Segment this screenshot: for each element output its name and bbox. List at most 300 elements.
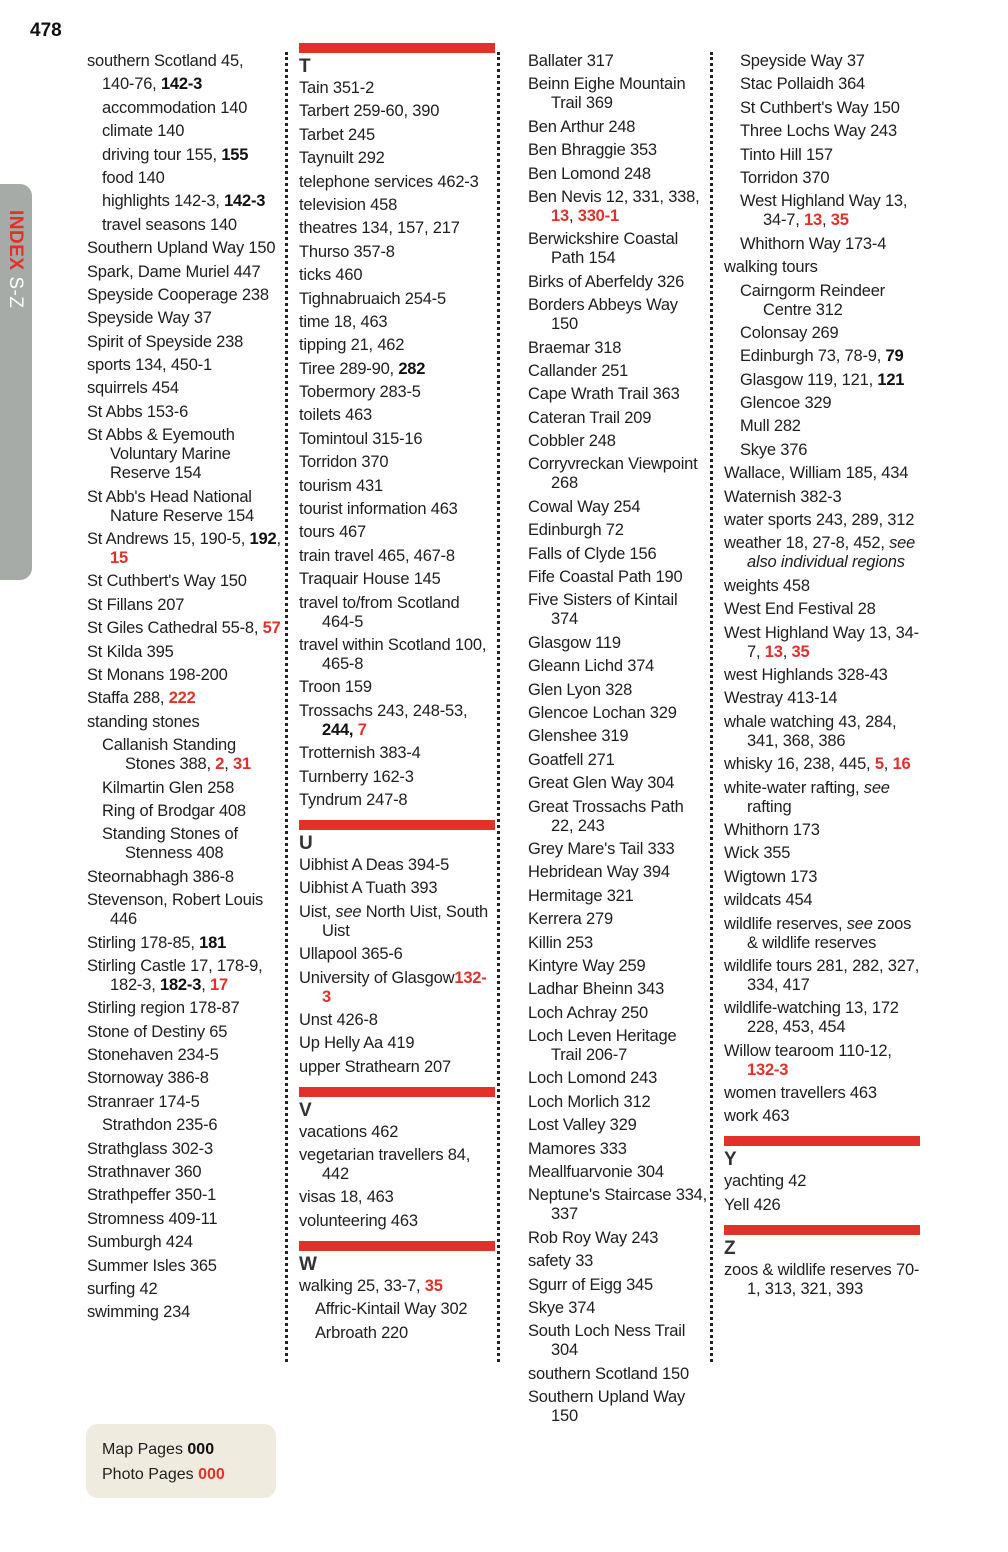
entry-text: Loch Leven Heritage Trail 206-7: [528, 1027, 677, 1065]
entry-text: Kintyre Way 259: [528, 956, 646, 975]
index-entry: [299, 219, 495, 238]
photo-page-ref: 35: [791, 642, 810, 661]
index-entry: [299, 313, 495, 332]
index-entry: [299, 477, 495, 496]
index-entry: [299, 1212, 495, 1231]
index-entry: [528, 118, 708, 137]
map-page-ref: 155: [221, 145, 249, 164]
index-entry: [299, 744, 495, 763]
entry-text: Thurso 357-8: [299, 242, 395, 261]
index-entry: [528, 230, 708, 268]
index-entry: [87, 1093, 282, 1112]
entry-text: Southern Upland Way 150: [528, 1388, 686, 1426]
entry-text: St Giles Cathedral 55-8,: [87, 619, 263, 638]
index-subentry: [724, 75, 920, 94]
index-entry: [87, 426, 282, 483]
section-letter: Y: [724, 1149, 737, 1171]
entry-text: Beinn Eighe Mountain Trail 369: [528, 75, 686, 113]
entry-text: Strathnaver 360: [87, 1163, 202, 1182]
photo-page-ref: 13: [764, 642, 783, 661]
entry-text: Speyside Way 37: [740, 52, 865, 70]
index-subentry: [87, 825, 282, 863]
entry-text: Strathpeffer 350-1: [87, 1186, 217, 1205]
index-entry: [528, 591, 708, 629]
section-header: [299, 1241, 495, 1275]
index-entry: [528, 957, 708, 976]
entry-text: walking tours: [724, 258, 818, 277]
see-reference: see: [335, 902, 362, 921]
index-entry: [87, 333, 282, 352]
entry-text: wildlife reserves,: [724, 914, 847, 933]
index-subentry: [724, 169, 920, 188]
photo-page-ref: 16: [892, 755, 911, 774]
entry-text: Trossachs 243, 248-53,: [299, 701, 468, 720]
entry-text: Tarbert 259-60, 390: [299, 102, 440, 121]
entry-text: Whithorn Way 173-4: [740, 234, 887, 253]
index-subentry: [87, 169, 282, 188]
entry-text: Wallace, William 185, 434: [724, 464, 909, 483]
index-entry: [87, 957, 282, 995]
entry-text: Glencoe Lochan 329: [528, 703, 677, 722]
index-entry: [299, 1058, 495, 1077]
index-entry: [299, 791, 495, 810]
index-entry: [299, 383, 495, 402]
entry-text: southern Scotland 150: [528, 1364, 689, 1383]
entry-text: St Andrews 15, 190-5,: [87, 530, 250, 549]
index-entry: [299, 856, 495, 875]
index-entry: [299, 1146, 495, 1184]
photo-page-ref: 13: [551, 206, 569, 225]
index-subentry: [724, 347, 920, 366]
index-entry: [528, 385, 708, 404]
index-entry: [87, 572, 282, 591]
index-entry: [528, 1252, 708, 1271]
index-subentry: [724, 122, 920, 141]
index-entry: [724, 488, 920, 507]
entry-text: tourist information 463: [299, 500, 458, 519]
index-entry: [87, 689, 282, 708]
legend-photo-pages: [102, 1462, 276, 1487]
index-entry: [528, 887, 708, 906]
index-entry: [528, 980, 708, 999]
index-entry: [528, 339, 708, 358]
entry-text: St Kilda 395: [87, 642, 174, 661]
index-entry: [87, 263, 282, 282]
entry-text: St Cuthbert's Way 150: [87, 572, 247, 591]
index-entry: [299, 500, 495, 519]
index-entry: [299, 266, 495, 285]
entry-text: Glencoe 329: [740, 394, 832, 413]
entry-text: toilets 463: [299, 406, 373, 425]
entry-text: tourism 431: [299, 476, 384, 495]
section-header: [724, 1225, 920, 1259]
index-entry: [724, 258, 920, 277]
index-subentry: [87, 1116, 282, 1135]
index-entry: [724, 1261, 920, 1299]
index-entry: [299, 406, 495, 425]
photo-page-ref: 132-3: [322, 968, 487, 1006]
index-subentry: [724, 441, 920, 460]
index-entry: [299, 547, 495, 566]
section-bar: [724, 1225, 920, 1235]
index-subentry: [299, 1324, 495, 1343]
entry-text: driving tour 155,: [102, 145, 222, 164]
entry-text: Affric-Kintail Way 302: [315, 1300, 468, 1319]
entry-text: Ullapool 365-6: [299, 945, 403, 964]
entry-text: Five Sisters of Kintail 374: [528, 591, 678, 629]
index-entry: [299, 879, 495, 898]
index-entry: [87, 713, 282, 732]
index-entry: [724, 464, 920, 483]
entry-text: wildlife tours 281, 282, 327, 334, 417: [724, 956, 920, 994]
index-entry: [87, 356, 282, 375]
entry-text: ticks 460: [299, 266, 363, 285]
entry-text: Strathdon 235-6: [102, 1116, 218, 1135]
entry-text: Staffa 288,: [87, 689, 169, 708]
entry-text: Up Helly Aa 419: [299, 1034, 415, 1053]
index-entry: [87, 891, 282, 929]
entry-text: Corryvreckan Viewpoint 268: [528, 455, 698, 493]
index-entry: [87, 643, 282, 662]
index-entry: [528, 1299, 708, 1318]
index-entry: [299, 1034, 495, 1053]
see-reference: see: [846, 914, 873, 933]
index-entry: [299, 102, 495, 121]
entry-text: highlights 142-3,: [102, 192, 225, 211]
entry-text: Tomintoul 315-16: [299, 429, 423, 448]
index-entry: [724, 1196, 920, 1215]
index-entry: [87, 934, 282, 953]
index-entry: [299, 678, 495, 697]
entry-text: vegetarian travellers 84, 442: [299, 1146, 471, 1184]
index-entry: [87, 286, 282, 305]
index-subentry: [87, 802, 282, 821]
side-tab-title: INDEX: [5, 210, 26, 271]
index-entry: [299, 336, 495, 355]
entry-text: wildlife-watching 13, 172 228, 453, 454: [724, 999, 899, 1037]
entry-text: St Monans 198-200: [87, 665, 228, 684]
entry-text: Standing Stones of Stenness 408: [102, 825, 238, 863]
entry-text: whisky 16, 238, 445,: [724, 755, 875, 774]
index-entry: [87, 1046, 282, 1065]
map-page-ref: 182-3: [159, 975, 202, 994]
entry-text: Spark, Dame Muriel 447: [87, 262, 261, 281]
entry-text: St Fillans 207: [87, 595, 185, 614]
entry-text: visas 18, 463: [299, 1188, 394, 1207]
entry-text: southern Scotland 45,: [87, 52, 244, 70]
column-divider: [285, 52, 288, 1362]
entry-text: Taynuilt 292: [299, 149, 385, 168]
index-entry: [528, 934, 708, 953]
entry-text: Stevenson, Robert Louis 446: [87, 891, 264, 929]
index-subentry: [87, 99, 282, 118]
index-entry: [87, 666, 282, 685]
entry-text: Speyside Cooperage 238: [87, 285, 269, 304]
index-column-3: [528, 52, 708, 1431]
index-entry: [87, 1280, 282, 1299]
entry-text: surfing 42: [87, 1279, 158, 1298]
index-entry: [528, 75, 708, 113]
entry-text: accommodation 140: [102, 98, 248, 117]
entry-text: Uist,: [299, 902, 336, 921]
index-entry: [724, 821, 920, 840]
entry-text: Rob Roy Way 243: [528, 1228, 659, 1247]
index-entry: [299, 1011, 495, 1030]
index-entry: [528, 545, 708, 564]
entry-text: Westray 413-14: [724, 689, 838, 708]
entry-text: Uibhist A Deas 394-5: [299, 855, 450, 874]
legend-photo-label: Photo Pages: [102, 1466, 194, 1483]
entry-text: Grey Mare's Tail 333: [528, 839, 675, 858]
index-entry: [87, 1140, 282, 1159]
entry-text: ,: [201, 975, 210, 994]
section-bar: [299, 43, 495, 53]
entry-text: Yell 426: [724, 1195, 781, 1214]
entry-text: Great Glen Way 304: [528, 774, 675, 793]
index-entry: [528, 521, 708, 540]
index-entry: [724, 534, 920, 572]
entry-text: yachting 42: [724, 1172, 807, 1191]
index-subentry: [724, 417, 920, 436]
entry-text: Traquair House 145: [299, 570, 441, 589]
photo-page-ref: 2: [215, 755, 225, 774]
entry-text: West Highland Way 13, 34-7,: [724, 623, 919, 661]
entry-text: Stirling Castle 17, 178-9, 182-3,: [87, 956, 263, 994]
index-subentry: [724, 52, 920, 71]
index-entry: [528, 657, 708, 676]
entry-text: ,: [276, 530, 281, 549]
entry-text: Ben Nevis 12, 331, 338,: [528, 187, 700, 206]
index-entry: [724, 755, 920, 774]
index-entry: [299, 903, 495, 941]
entry-text: time 18, 463: [299, 312, 388, 331]
photo-page-ref: 15: [110, 549, 128, 568]
entry-text: Tighnabruaich 254-5: [299, 289, 446, 308]
section-letter: T: [299, 56, 311, 77]
entry-text: travel within Scotland 100, 465-8: [299, 635, 487, 673]
index-entry: [528, 141, 708, 160]
index-entry: [724, 1107, 920, 1126]
map-page-ref: 244,: [322, 720, 358, 739]
index-entry: [87, 239, 282, 258]
page-number: 478: [30, 20, 62, 41]
entry-text: travel seasons 140: [102, 215, 237, 234]
index-entry: [299, 79, 495, 98]
index-entry: [299, 1123, 495, 1142]
photo-page-ref: 132-3: [747, 1060, 789, 1079]
index-entry: [528, 1069, 708, 1088]
entry-text: Stirling 178-85,: [87, 933, 200, 952]
map-page-ref: 142-3: [224, 192, 266, 211]
entry-text: Tarbet 245: [299, 125, 375, 144]
entry-text: west Highlands 328-43: [724, 665, 888, 684]
entry-text: travel to/from Scotland 464-5: [299, 593, 460, 631]
index-entry: [528, 727, 708, 746]
index-entry: [528, 1004, 708, 1023]
entry-text: Ben Arthur 248: [528, 117, 636, 136]
entry-text: ,: [568, 206, 578, 225]
index-subentry: [724, 146, 920, 165]
index-entry: [299, 523, 495, 542]
entry-text: Stac Pollaidh 364: [740, 75, 866, 94]
index-entry: [528, 1093, 708, 1112]
index-subentry: [724, 99, 920, 118]
entry-text: train travel 465, 467-8: [299, 546, 455, 565]
entry-text: Glenshee 319: [528, 727, 629, 746]
map-page-ref: 192: [249, 530, 277, 549]
legend-photo-value: 000: [198, 1466, 225, 1483]
index-entry: [528, 681, 708, 700]
index-entry: [528, 634, 708, 653]
index-entry: [528, 1322, 708, 1360]
index-entry: [528, 498, 708, 517]
page-legend: [86, 1424, 276, 1498]
entry-text: safety 33: [528, 1252, 594, 1271]
index-subentry: [87, 736, 282, 774]
column-divider: [710, 52, 713, 1362]
entry-text: Loch Lomond 243: [528, 1069, 658, 1088]
entry-text: Torridon 370: [740, 168, 830, 187]
entry-text: Skye 374: [528, 1298, 596, 1317]
entry-text: Ring of Brodgar 408: [102, 801, 246, 820]
index-entry: [87, 1163, 282, 1182]
entry-text: St Abb's Head National Nature Reserve 154: [87, 487, 255, 525]
entry-text: St Abbs & Eyemouth Voluntary Marine Reserve 154: [87, 426, 235, 483]
index-entry: [528, 704, 708, 723]
index-entry: [299, 1188, 495, 1207]
index-entry: [87, 868, 282, 887]
entry-text: Mull 282: [740, 417, 801, 436]
entry-text: ,: [883, 755, 893, 774]
entry-text: Whithorn 173: [724, 820, 820, 839]
entry-text: zoos & wildlife reserves: [747, 914, 912, 952]
entry-text: Falls of Clyde 156: [528, 544, 657, 563]
index-entry: [87, 52, 282, 71]
index-entry: [528, 296, 708, 334]
entry-text: Callanish Standing Stones 388,: [102, 736, 236, 774]
entry-text: Three Lochs Way 243: [740, 122, 898, 141]
entry-text: Mamores 333: [528, 1139, 627, 1158]
index-entry: [528, 1116, 708, 1135]
index-entry: [299, 126, 495, 145]
index-entry: [528, 1163, 708, 1182]
index-entry: [87, 379, 282, 398]
entry-text: Glasgow 119: [528, 633, 621, 652]
entry-text: Goatfell 271: [528, 750, 615, 769]
index-entry: [528, 409, 708, 428]
section-header: [299, 43, 495, 77]
index-entry: [724, 891, 920, 910]
index-entry: [299, 945, 495, 964]
index-entry: [87, 309, 282, 328]
entry-text: ,: [821, 211, 831, 230]
entry-text: Borders Abbeys Way 150: [528, 296, 678, 334]
index-entry: [724, 600, 920, 619]
entry-text: wildcats 454: [724, 891, 813, 910]
index-subentry: [87, 779, 282, 798]
index-entry: [724, 689, 920, 708]
index-entry: [724, 577, 920, 596]
entry-text: weights 458: [724, 576, 810, 595]
index-entry: [528, 432, 708, 451]
entry-text: Neptune's Staircase 334, 337: [528, 1186, 708, 1224]
photo-page-ref: 35: [424, 1276, 443, 1295]
entry-text: Kerrera 279: [528, 910, 613, 929]
index-subentry: [724, 235, 920, 254]
map-page-ref: 79: [885, 347, 904, 366]
entry-text: Arbroath 220: [315, 1323, 408, 1342]
index-entry: [299, 430, 495, 449]
entry-text: 140-76,: [102, 75, 161, 94]
entry-text: work 463: [724, 1107, 790, 1126]
index-entry: [87, 1303, 282, 1322]
index-entry: [87, 1233, 282, 1252]
entry-text: Willow tearoom 110-12,: [724, 1041, 892, 1060]
entry-text: Stirling region 178-87: [87, 999, 240, 1018]
index-column-1: [87, 52, 282, 1327]
entry-text: standing stones: [87, 712, 200, 731]
photo-page-ref: 5: [874, 755, 884, 774]
index-entry: [299, 196, 495, 215]
entry-text: Loch Achray 250: [528, 1003, 648, 1022]
entry-text: rafting: [747, 797, 792, 816]
index-entry: [528, 273, 708, 292]
entry-text: Ben Lomond 248: [528, 164, 651, 183]
index-entry: [724, 915, 920, 953]
index-entry: [724, 957, 920, 995]
entry-text: Tyndrum 247-8: [299, 790, 408, 809]
entry-text: Stranraer 174-5: [87, 1092, 200, 1111]
entry-text: Meallfuarvonie 304: [528, 1163, 664, 1182]
see-reference: see also individual regions: [747, 534, 916, 572]
entry-text: Hermitage 321: [528, 886, 634, 905]
photo-page-ref: 57: [262, 619, 281, 638]
entry-text: Cairngorm Reindeer Centre 312: [740, 281, 885, 319]
index-entry: [299, 1277, 495, 1296]
index-entry: [528, 1140, 708, 1159]
index-entry: [528, 188, 708, 226]
entry-text: Unst 426-8: [299, 1010, 378, 1029]
entry-text: Gleann Lichd 374: [528, 657, 655, 676]
entry-text: Spirit of Speyside 238: [87, 332, 244, 351]
entry-text: Turnberry 162-3: [299, 767, 414, 786]
index-entry: [299, 702, 495, 740]
index-column-4: [724, 52, 920, 1303]
index-entry: [724, 624, 920, 662]
index-entry: [87, 619, 282, 638]
entry-text: Tobermory 283-5: [299, 383, 421, 402]
index-column-2: [299, 52, 495, 1347]
entry-text: Great Trossachs Path 22, 243: [528, 797, 684, 835]
index-entry: [87, 1069, 282, 1088]
entry-text: Sgurr of Eigg 345: [528, 1275, 654, 1294]
index-entry: [87, 403, 282, 422]
entry-text: climate 140: [102, 122, 185, 141]
entry-text: Fife Coastal Path 190: [528, 568, 683, 587]
index-entry: [87, 1186, 282, 1205]
entry-text: Berwickshire Coastal Path 154: [528, 230, 679, 268]
entry-text: swimming 234: [87, 1303, 191, 1322]
index-entry: [528, 568, 708, 587]
index-entry: [528, 910, 708, 929]
entry-text: water sports 243, 289, 312: [724, 511, 915, 530]
index-entry: [724, 713, 920, 751]
section-letter: U: [299, 832, 313, 854]
index-entry: [299, 290, 495, 309]
entry-text: sports 134, 450-1: [87, 356, 213, 375]
entry-text: Lost Valley 329: [528, 1116, 637, 1135]
entry-text: Ben Bhraggie 353: [528, 141, 657, 160]
